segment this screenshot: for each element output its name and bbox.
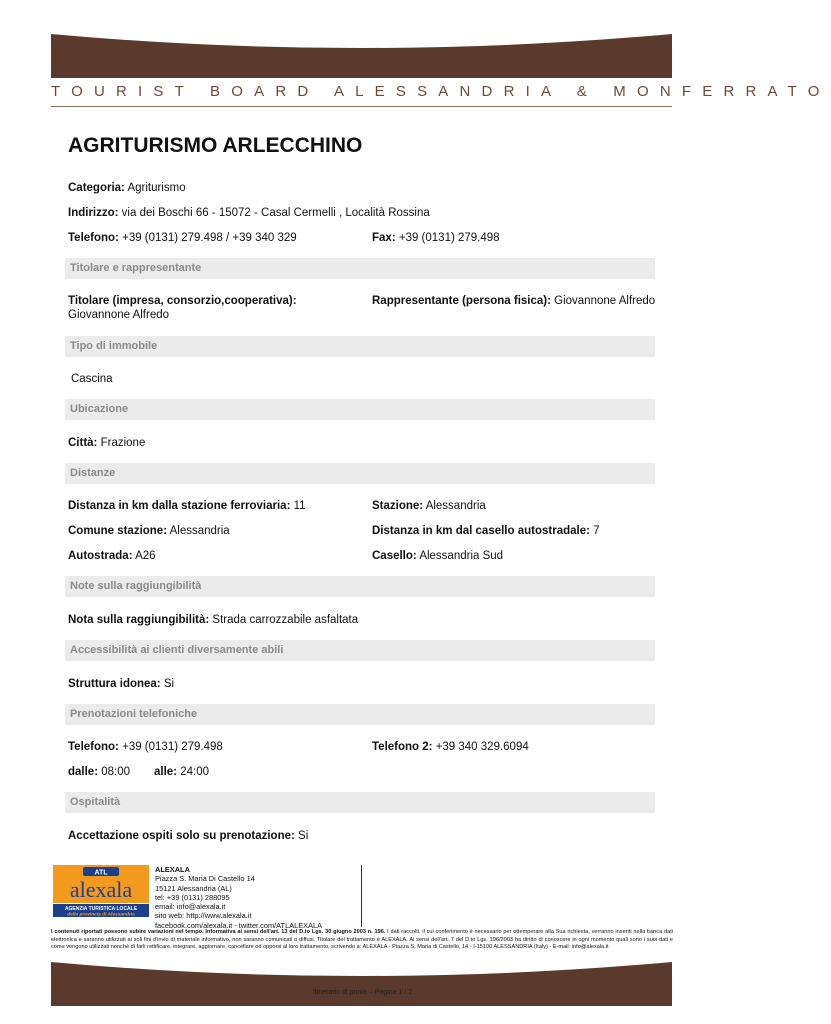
- fax-field: Fax: +39 (0131) 279.498: [372, 232, 500, 244]
- citta-field: Città: Frazione: [68, 437, 146, 449]
- footer-email[interactable]: email: info@alexala.it: [155, 902, 226, 912]
- footer-website[interactable]: sito web: http://www.alexala.it: [155, 911, 252, 921]
- logo-wordmark: alexala: [69, 877, 133, 902]
- indirizzo-field: Indirizzo: via dei Boschi 66 - 15072 - Casal Cermelli , Località Rossina: [68, 207, 430, 219]
- page-title: AGRITURISMO ARLECCHINO: [68, 134, 363, 157]
- titolare-field: Titolare (impresa, consorzio,cooperativa): Giovannone Alfredo: [68, 295, 297, 321]
- footer-legal-notice: I contenuti riportati possono subire variazioni nel tempo. Informativa ai sensi dell'art. 13 del D.to Lgs. 30 giugno 2003 n. 196. I dati raccolti, il cui conferimento è necessario per ottemperare alla Sua richiesta, verranno inseriti nella banca dati elettronica e saranno utilizzati ai soli fini d'invio di materiale informativo, non saranno comunicati o diffusi. Titolare del trattamento è ALEXALA. Ai sensi dell'art. 7 del D.to Lgs. 196/2003 ha diritto di conoscere in ogni momento quali sono i suoi dati e come vengono utilizzati nonchè di farli rettificare, integrare, aggiornare, cancellare od opporsi al loro trattamento, scrivendo a: ALEXALA - Piazza S. Maria di Castello, 14 - I-15100 ALESSANDRIA (Italy) - E-mail: info@alexala.it: [51, 929, 673, 951]
- tipo-immobile-value: Cascina: [71, 373, 113, 385]
- page-number: Itinerario di prova – Pagina 1 / 2: [312, 989, 413, 996]
- struttura-idonea-field: Struttura idonea: Si: [68, 678, 175, 690]
- telefono-field: Telefono: +39 (0131) 279.498 / +39 340 329: [68, 232, 297, 244]
- section-ospitalita: Ospitalità: [65, 792, 655, 813]
- alexala-logo: [53, 865, 149, 917]
- rappresentante-field: Rappresentante (persona fisica): Giovannone Alfredo: [372, 295, 656, 307]
- footer-address: [155, 865, 322, 930]
- distanza-stazione-field: Distanza in km dalla stazione ferroviaria: 11: [68, 500, 306, 512]
- footer-org-name: ALEXALA: [155, 865, 190, 874]
- section-distanze: Distanze: [65, 463, 655, 484]
- nota-field: Nota sulla raggiungibilità: Strada carrozzabile asfaltata: [68, 614, 359, 626]
- header-rule: [51, 106, 672, 107]
- alle-field: alle: 24:00: [154, 766, 209, 778]
- tourist-board-title: TOURIST BOARD ALESSANDRIA & MONFERRATO: [51, 83, 831, 100]
- logo-line2: della provincia di Alessandria: [67, 912, 135, 918]
- section-accessibilita: Accessibilità ai clienti diversamente abili: [65, 640, 655, 661]
- header-banner: [51, 34, 672, 78]
- section-note: Note sulla raggiungibilità: [65, 576, 655, 597]
- footer-address-line2: 15121 Alessandria (AL): [155, 883, 232, 893]
- section-prenotazioni: Prenotazioni telefoniche: [65, 704, 655, 725]
- stazione-field: Stazione: Alessandria: [372, 500, 486, 512]
- footer-divider: [361, 865, 362, 927]
- section-titolare: Titolare e rappresentante: [65, 258, 655, 279]
- section-tipo-immobile: Tipo di immobile: [65, 336, 655, 357]
- footer-banner: [51, 962, 672, 1006]
- footer-tel: tel: +39 (0131) 288095: [155, 892, 230, 902]
- logo-line1: AGENZIA TURISTICA LOCALE: [64, 906, 138, 912]
- footer-address-line1: Piazza S. Maria Di Castello 14: [155, 874, 255, 884]
- prenotazioni-telefono-field: Telefono: +39 (0131) 279.498: [68, 741, 223, 753]
- dalle-field: dalle: 08:00: [68, 766, 131, 778]
- logo-atl-text: ATL: [94, 869, 108, 877]
- accettazione-ospiti-field: Accettazione ospiti solo su prenotazione: Si: [68, 830, 309, 842]
- distanza-casello-field: Distanza in km dal casello autostradale: 7: [372, 525, 600, 537]
- casello-field: Casello: Alessandria Sud: [372, 550, 504, 562]
- comune-stazione-field: Comune stazione: Alessandria: [68, 525, 230, 537]
- section-ubicazione: Ubicazione: [65, 399, 655, 420]
- categoria-field: Categoria: Agriturismo: [68, 182, 186, 194]
- prenotazioni-telefono2-field: Telefono 2: +39 340 329.6094: [372, 741, 529, 753]
- footer-social[interactable]: facebook.com/alexala.it - twitter.com/ATLALEXALA: [155, 920, 323, 930]
- autostrada-field: Autostrada: A26: [68, 550, 156, 562]
